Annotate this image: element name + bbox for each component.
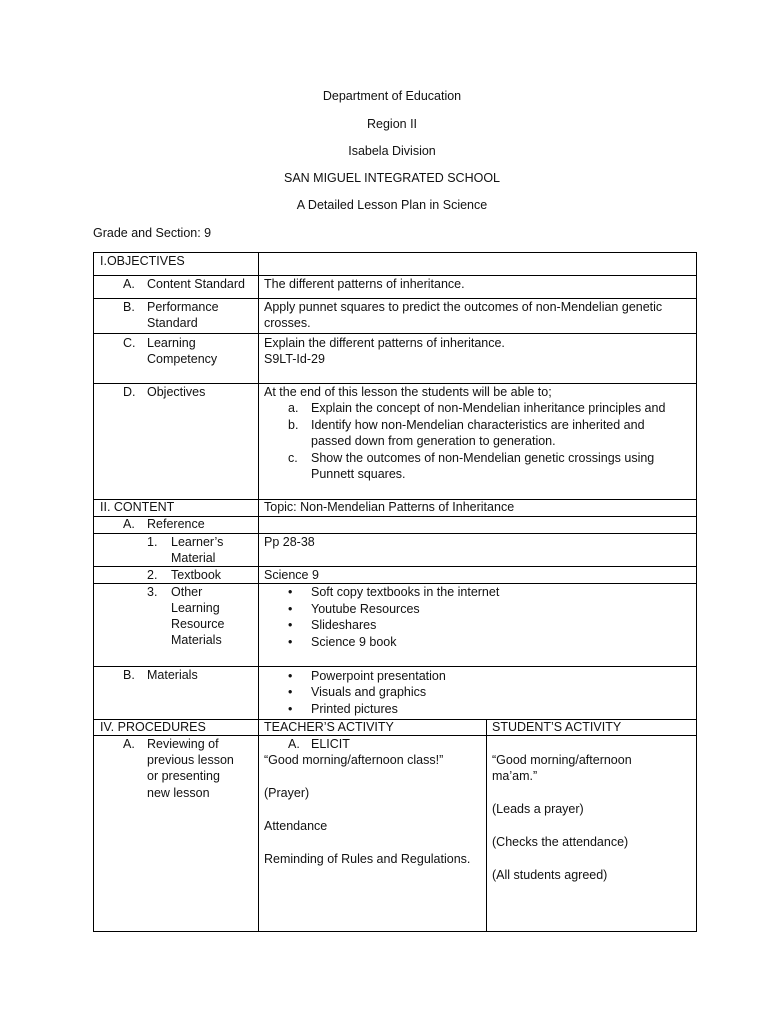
teacher-line: Reminding of Rules and Regulations. [264, 852, 471, 866]
teacher-line: (Prayer) [264, 786, 310, 800]
resource-item: Science 9 book [311, 635, 397, 649]
bullet-icon: • [288, 669, 293, 683]
objective-item-line: Punnett squares. [311, 467, 406, 481]
procedures-heading: IV. PROCEDURES [100, 720, 206, 734]
elicit-marker: A. [288, 737, 300, 751]
other-resources-label-line2: Learning [171, 601, 220, 615]
row-divider [94, 333, 696, 334]
content-heading: II. CONTENT [100, 500, 175, 514]
objective-item-marker: a. [288, 401, 299, 415]
learning-competency-marker: C. [123, 336, 136, 350]
learners-material-label-line1: Learner’s [171, 535, 224, 549]
objective-item-line: Show the outcomes of non-Mendelian genetic crossings using [311, 451, 655, 465]
performance-standard-label-line1: Performance [147, 300, 219, 314]
performance-standard-marker: B. [123, 300, 135, 314]
learners-material-marker: 1. [147, 535, 158, 549]
bullet-icon: • [288, 635, 293, 649]
objective-item-line: Identify how non-Mendelian characteristics are inherited and [311, 418, 645, 432]
other-resources-label-line3: Resource [171, 617, 225, 631]
student-line: (Checks the attendance) [492, 835, 629, 849]
grade-section: Grade and Section: 9 [93, 226, 212, 240]
materials-marker: B. [123, 668, 135, 682]
objectives-marker: D. [123, 385, 136, 399]
bullet-icon: • [288, 685, 293, 699]
reference-label: Reference [147, 517, 205, 531]
student-line: “Good morning/afternoon [492, 753, 632, 767]
review-label-line4: new lesson [147, 786, 210, 800]
student-line: (All students agreed) [492, 868, 608, 882]
performance-standard-label-line2: Standard [147, 316, 198, 330]
learning-competency-value-line1: Explain the different patterns of inheritance. [264, 336, 505, 350]
reference-marker: A. [123, 517, 135, 531]
resource-item: Youtube Resources [311, 602, 420, 616]
material-item: Printed pictures [311, 702, 398, 716]
objectives-intro: At the end of this lesson the students will be able to; [264, 385, 552, 399]
other-resources-marker: 3. [147, 585, 158, 599]
performance-standard-value-line2: crosses. [264, 316, 311, 330]
other-resources-label-line4: Materials [171, 633, 222, 647]
content-standard-value: The different patterns of inheritance. [264, 277, 465, 291]
elicit-label: ELICIT [311, 737, 350, 751]
activity-column-divider [486, 719, 487, 931]
teacher-line: Attendance [264, 819, 328, 833]
column-divider [258, 253, 259, 931]
review-label-line3: or presenting [147, 769, 220, 783]
learners-material-label-line2: Material [171, 551, 216, 565]
review-label-line1: Reviewing of [147, 737, 219, 751]
content-topic: Topic: Non-Mendelian Patterns of Inheritance [264, 500, 515, 514]
student-activity-heading: STUDENT’S ACTIVITY [492, 720, 622, 734]
textbook-label: Textbook [171, 568, 222, 582]
materials-label: Materials [147, 668, 198, 682]
bullet-icon: • [288, 602, 293, 616]
objective-item-line: passed down from generation to generation. [311, 434, 556, 448]
objective-item-marker: c. [288, 451, 298, 465]
content-standard-label: Content Standard [147, 277, 245, 291]
objectives-label: Objectives [147, 385, 206, 399]
textbook-value: Science 9 [264, 568, 319, 582]
learning-competency-label-line1: Learning [147, 336, 196, 350]
bullet-icon: • [288, 585, 293, 599]
header-line-2: Region II [366, 117, 418, 131]
performance-standard-value-line1: Apply punnet squares to predict the outcomes of non-Mendelian genetic [264, 300, 663, 314]
teacher-line: “Good morning/afternoon class!” [264, 753, 444, 767]
header-line-1: Department of Education [322, 89, 462, 103]
student-line: (Leads a prayer) [492, 802, 584, 816]
resource-item: Slideshares [311, 618, 377, 632]
student-line: ma’am.” [492, 769, 538, 783]
other-resources-label-line1: Other [171, 585, 203, 599]
objectives-heading: I.OBJECTIVES [100, 254, 185, 268]
header-line-5: A Detailed Lesson Plan in Science [296, 198, 488, 212]
textbook-marker: 2. [147, 568, 158, 582]
bullet-icon: • [288, 618, 293, 632]
teacher-activity-heading: TEACHER’S ACTIVITY [264, 720, 394, 734]
bullet-icon: • [288, 702, 293, 716]
lesson-plan-table [93, 252, 697, 932]
learning-competency-code: S9LT-Id-29 [264, 352, 325, 366]
review-marker: A. [123, 737, 135, 751]
objective-item-line: Explain the concept of non-Mendelian inheritance principles and [311, 401, 666, 415]
material-item: Powerpoint presentation [311, 669, 446, 683]
learners-material-value: Pp 28-38 [264, 535, 315, 549]
header-line-3: Isabela Division [348, 144, 436, 158]
header-line-4: SAN MIGUEL INTEGRATED SCHOOL [283, 171, 500, 185]
learning-competency-label-line2: Competency [147, 352, 218, 366]
resource-item: Soft copy textbooks in the internet [311, 585, 500, 599]
objective-item-marker: b. [288, 418, 299, 432]
material-item: Visuals and graphics [311, 685, 427, 699]
review-label-line2: previous lesson [147, 753, 234, 767]
content-standard-marker: A. [123, 277, 135, 291]
